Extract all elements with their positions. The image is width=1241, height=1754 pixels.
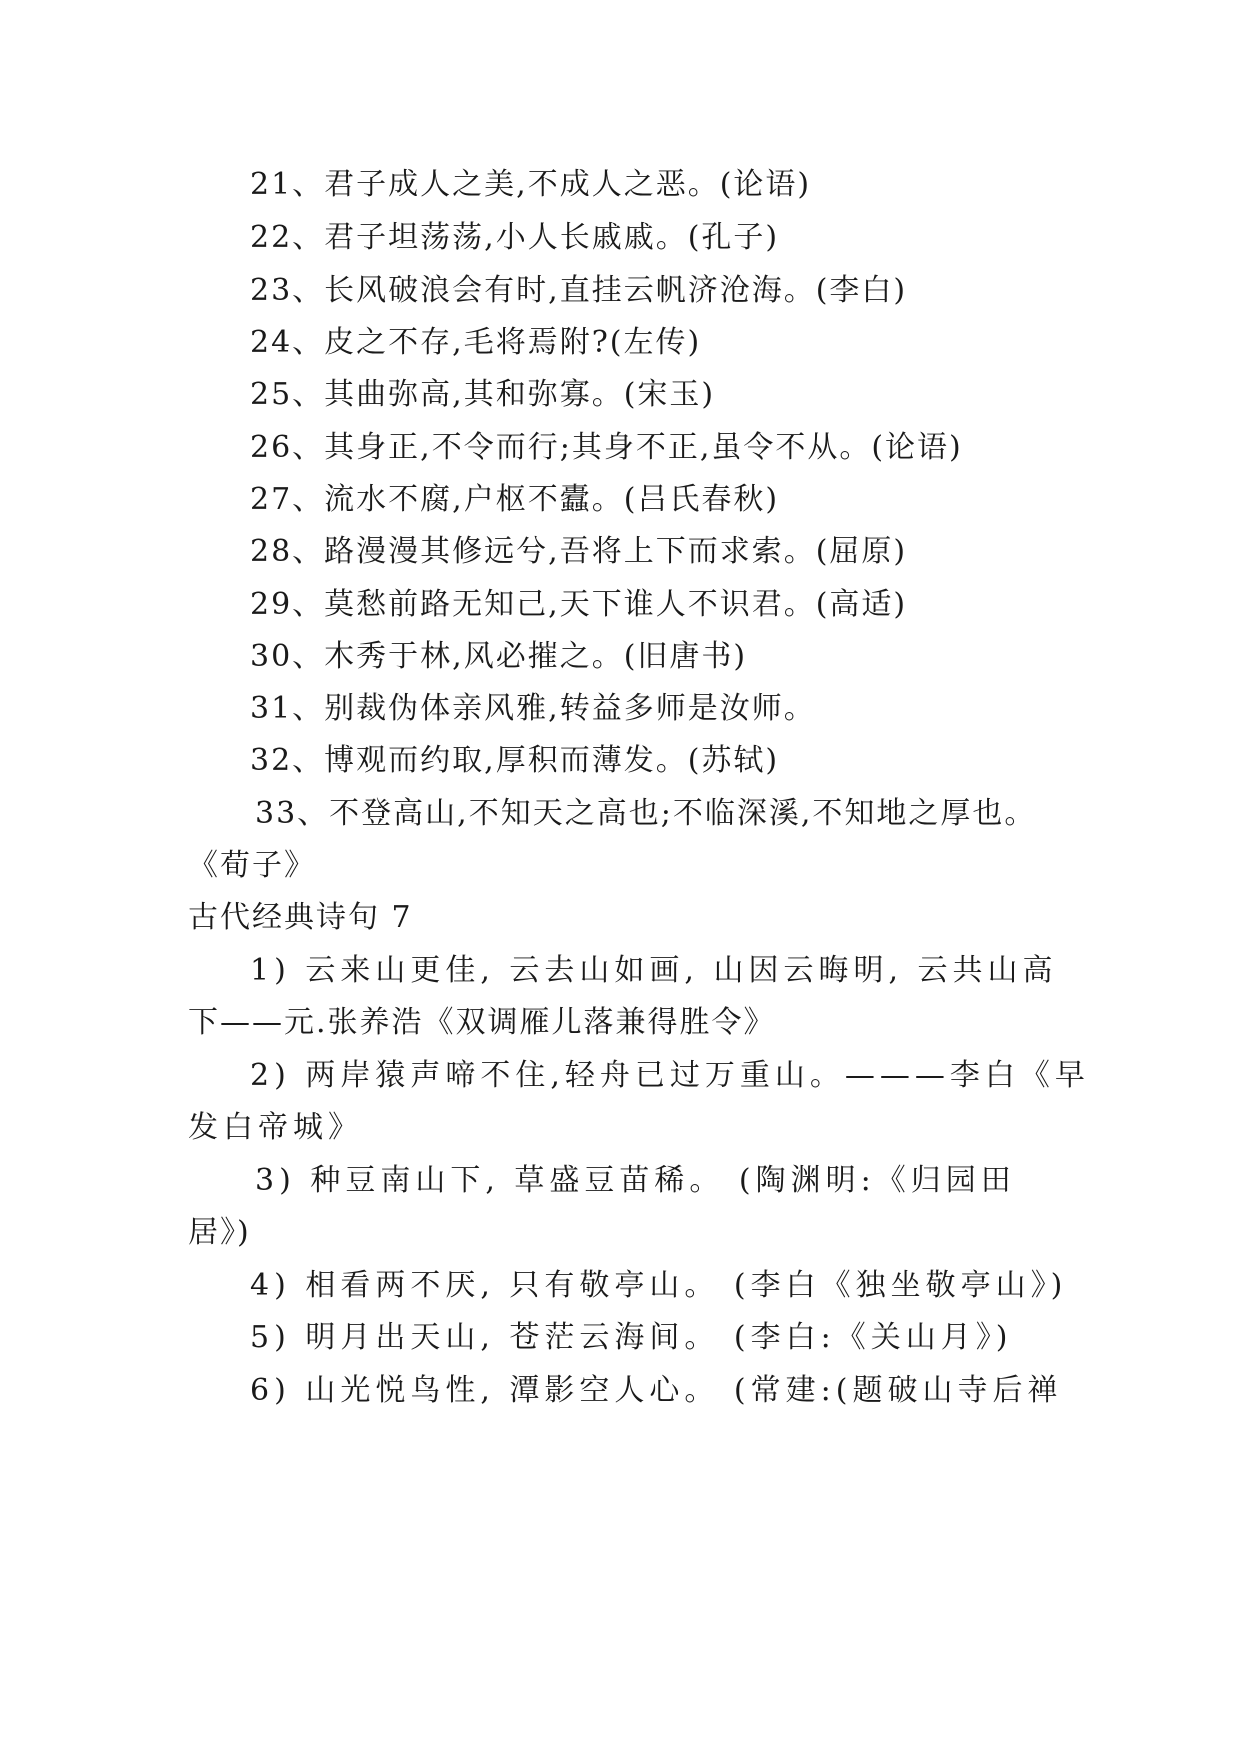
section-heading: 古代经典诗句 7 — [188, 900, 413, 935]
poem-item-4: 4) 相看两不厌, 只有敬亭山。 (李白《独坐敬亭山》) — [250, 1268, 1068, 1303]
poem-item-2: 2) 两岸猿声啼不住,轻舟已过万重山。———李白《早 — [250, 1058, 1090, 1093]
quote-item-22: 22、君子坦荡荡,小人长戚戚。(孔子) — [250, 220, 780, 255]
poem-item-6: 6) 山光悦鸟性, 潭影空人心。 (常建:(题破山寺后禅 — [250, 1373, 1063, 1408]
quote-item-21: 21、君子成人之美,不成人之恶。(论语) — [250, 167, 812, 202]
quote-item-25: 25、其曲弥高,其和弥寡。(宋玉) — [250, 377, 716, 412]
quote-item-33: 33、不登高山,不知天之高也;不临深溪,不知地之厚也。 — [255, 796, 1037, 831]
poem-item-3-cont: 居》) — [188, 1215, 251, 1250]
poem-item-5: 5) 明月出天山, 苍茫云海间。 (李白:《关山月》) — [250, 1320, 1013, 1355]
quote-item-27: 27、流水不腐,户枢不蠹。(吕氏春秋) — [250, 482, 780, 517]
quote-item-26: 26、其身正,不令而行;其身不正,虽令不从。(论语) — [250, 430, 963, 465]
quote-item-32: 32、博观而约取,厚积而薄发。(苏轼) — [250, 743, 780, 778]
poem-item-2-cont: 发白帝城》 — [188, 1110, 363, 1145]
poem-item-3: 3) 种豆南山下, 草盛豆苗稀。 (陶渊明:《归园田 — [255, 1163, 1016, 1198]
quote-item-28: 28、路漫漫其修远兮,吾将上下而求索。(屈原) — [250, 534, 908, 569]
quote-item-24: 24、皮之不存,毛将焉附?(左传) — [250, 325, 702, 360]
poem-item-1: 1) 云来山更佳, 云去山如画, 山因云晦明, 云共山高 — [250, 953, 1058, 988]
quote-item-30: 30、木秀于林,风必摧之。(旧唐书) — [250, 639, 748, 674]
quote-item-31: 31、别裁伪体亲风雅,转益多师是汝师。 — [250, 691, 816, 726]
quote-item-29: 29、莫愁前路无知己,天下谁人不识君。(高适) — [250, 587, 908, 622]
quote-item-33-source: 《荀子》 — [188, 848, 316, 883]
poem-item-1-cont: 下——元.张养浩《双调雁儿落兼得胜令》 — [188, 1005, 776, 1040]
quote-item-23: 23、长风破浪会有时,直挂云帆济沧海。(李白) — [250, 273, 908, 308]
